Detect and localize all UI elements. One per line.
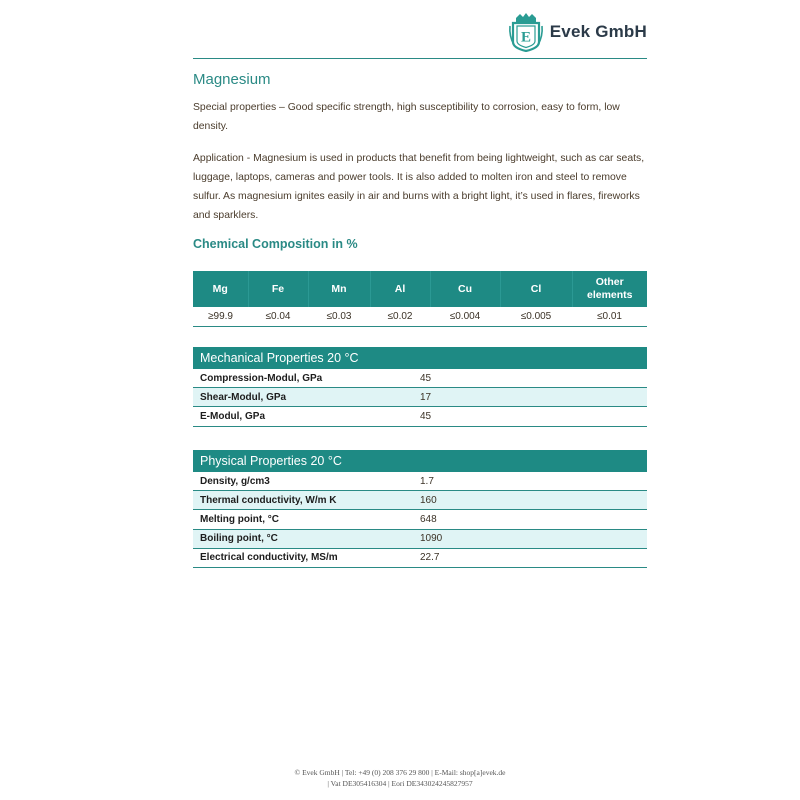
special-properties-text: Special properties – Good specific strength, high susceptibility to corrosion, easy to form, low density. <box>193 102 620 132</box>
property-value: 17 <box>420 388 647 407</box>
property-label: Melting point, °C <box>193 510 420 529</box>
property-value: 45 <box>420 407 647 426</box>
composition-value: ≤0.005 <box>500 307 572 327</box>
composition-title: Chemical Composition in % <box>193 237 358 251</box>
logo-letter: E <box>520 29 531 46</box>
property-value: 1090 <box>420 529 647 548</box>
composition-header: Fe <box>248 271 308 307</box>
table-row <box>193 472 647 491</box>
property-label: Thermal conductivity, W/m K <box>193 491 420 510</box>
crest-logo-icon <box>508 12 544 52</box>
table-row <box>193 388 647 407</box>
property-label: Compression-Modul, GPa <box>193 369 420 388</box>
footer-registration: | Vat DE305416304 | Eori DE343024245827957 <box>327 779 473 788</box>
property-label: Electrical conductivity, MS/m <box>193 548 420 567</box>
composition-header: Other elements <box>572 271 647 307</box>
table-row <box>193 548 647 567</box>
property-label: Density, g/cm3 <box>193 472 420 491</box>
property-label: E-Modul, GPa <box>193 407 420 426</box>
company-logo[interactable] <box>508 12 647 52</box>
physical-properties-table <box>193 450 647 568</box>
table-row <box>193 529 647 548</box>
table-row <box>193 491 647 510</box>
property-value: 1.7 <box>420 472 647 491</box>
property-value: 45 <box>420 369 647 388</box>
property-value: 22.7 <box>420 548 647 567</box>
composition-values-row <box>193 307 647 327</box>
composition-header: Mn <box>308 271 370 307</box>
footer-contact: © Evek GmbH | Tel: +49 (0) 208 376 29 800 | E-Mail: shop[a]evek.de <box>294 768 506 777</box>
composition-header-row <box>193 271 647 307</box>
property-label: Boiling point, °C <box>193 529 420 548</box>
composition-value: ≥99.9 <box>193 307 248 327</box>
composition-header: Cl <box>500 271 572 307</box>
application-text: Application - Magnesium is used in products that benefit from being lightweight, such as car seats, luggage, laptops, cameras and power tools. It is also added to molten iron and steel to remove sulfur. As magnesium ignites easily in air and burns with a bright light, it’s used in flares, fireworks and sparklers. <box>193 153 645 221</box>
page-title: Magnesium <box>193 71 271 88</box>
composition-header: Cu <box>430 271 500 307</box>
property-label: Shear-Modul, GPa <box>193 388 420 407</box>
composition-value: ≤0.03 <box>308 307 370 327</box>
composition-value: ≤0.04 <box>248 307 308 327</box>
composition-table <box>193 271 647 327</box>
composition-header: Al <box>370 271 430 307</box>
company-name: Evek GmbH <box>549 22 647 41</box>
table-row <box>193 407 647 426</box>
composition-value: ≤0.004 <box>430 307 500 327</box>
mechanical-properties-title: Mechanical Properties 20 °C <box>193 347 647 369</box>
composition-value: ≤0.02 <box>370 307 430 327</box>
physical-properties-title: Physical Properties 20 °C <box>193 450 647 472</box>
table-row <box>193 510 647 529</box>
mechanical-properties-table <box>193 347 647 427</box>
table-row <box>193 369 647 388</box>
composition-header: Mg <box>193 271 248 307</box>
composition-value: ≤0.01 <box>572 307 647 327</box>
page-footer <box>0 767 800 789</box>
page-header <box>193 10 647 59</box>
property-value: 160 <box>420 491 647 510</box>
property-value: 648 <box>420 510 647 529</box>
